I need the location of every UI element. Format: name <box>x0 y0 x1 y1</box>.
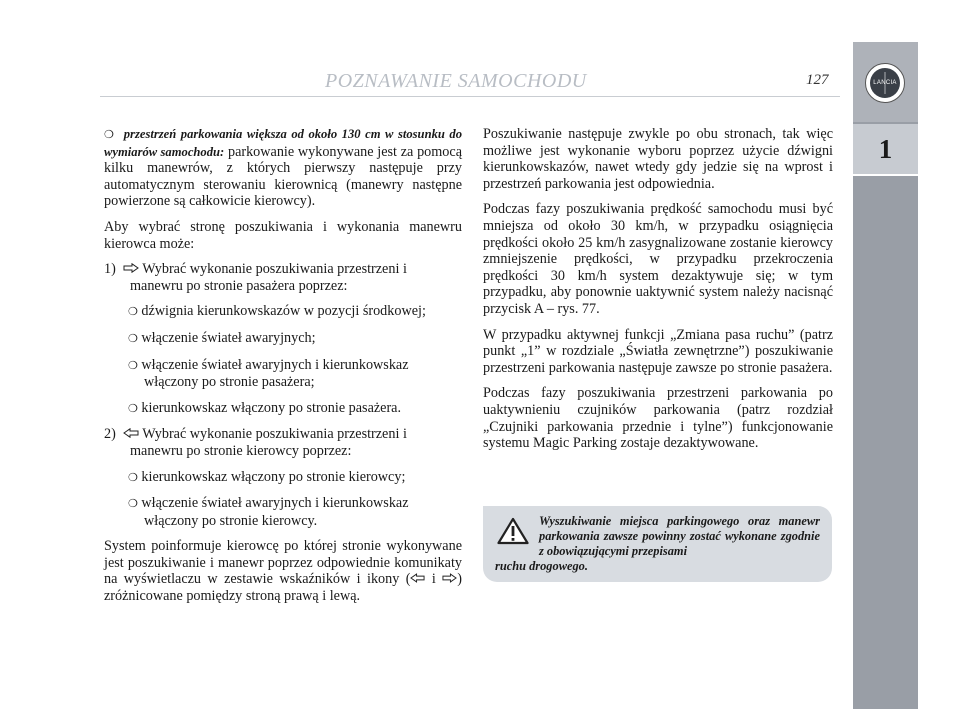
logo-emblem <box>870 68 900 98</box>
chapter-number: 1 <box>878 133 893 164</box>
right-column <box>483 126 833 461</box>
bullet-text: kierunkowskaz włączony po stronie pasażera. <box>141 399 402 416</box>
left-arrow-icon <box>123 428 139 438</box>
chapter-tab[interactable] <box>853 124 918 176</box>
item-text: Wybrać wykonanie poszukiwania przestrzeni i manewru po stronie pasażera poprzez: <box>130 261 407 294</box>
system-text-and: i <box>431 571 436 588</box>
warning-box <box>483 506 832 582</box>
section-title: POZNAWANIE SAMOCHODU <box>325 70 587 92</box>
right-arrow-icon <box>123 263 139 273</box>
warning-text <box>495 514 820 574</box>
circle-bullet-icon: ❍ <box>128 497 138 511</box>
bullet-text: włączenie świateł awaryjnych i kierunkowskaz włączony po stronie kierowcy. <box>141 495 409 529</box>
list-item <box>128 303 462 321</box>
list-item <box>128 357 462 391</box>
bullet-text: włączenie świateł awaryjnych i kierunkowskaz włączony po stronie pasażera; <box>141 356 409 391</box>
logo-text: LANCIA <box>873 80 897 86</box>
right-arrow-icon <box>442 573 457 583</box>
page-number: 127 <box>806 72 829 88</box>
item-number: 1) <box>104 261 116 278</box>
circle-bullet-icon: ❍ <box>128 470 138 484</box>
intro-bullet <box>104 126 462 210</box>
system-paragraph <box>104 538 462 604</box>
warning-text-main: Wyszukiwanie miejsca parkingowego oraz manewr parkowania zawsze powinny zostać wykonane zgodnie z obowiązującymi przepisami <box>539 514 820 558</box>
lancia-logo-icon <box>865 63 905 103</box>
paragraph: Podczas fazy poszukiwania prędkość samochodu musi być mniejsza od około 30 km/h, w przypadku osiągnięcia prędkości około 25 km/h zasygnalizowane zostanie kierowcy zmniejszenie prędkości, w przypadku przekroczenia prędkości 30 km/h system dezaktywuje się; w tym przypadku, aby ponownie uaktywnić system należy nacisnąć przycisk A – rys. 77. <box>483 201 833 317</box>
circle-bullet-icon: ❍ <box>128 358 138 372</box>
list-item <box>128 495 462 529</box>
list-item-1 <box>104 261 462 294</box>
paragraph: W przypadku aktywnej funkcji „Zmiana pasa ruchu” (patrz punkt „1” w rozdziale „Światła zewnętrzne”) poszukiwanie przestrzeni parkowania następuje zawsze po stronie pasażera. <box>483 326 833 376</box>
list-item <box>128 400 462 418</box>
paragraph: Podczas fazy poszukiwania przestrzeni parkowania po uaktywnieniu czujników parkowania (patrz rozdział „Czujniki parkowania przednie i tylne”) funkcjonowanie systemu Magic Parking zostaje dezaktywowane. <box>483 385 833 452</box>
warning-text-tail: ruchu drogowego. <box>495 559 588 573</box>
list-item <box>128 469 462 487</box>
bullet-text: włączenie świateł awaryjnych; <box>141 329 316 346</box>
paragraph: Poszukiwanie następuje zwykle po obu stronach, tak więc możliwe jest wykonanie wyboru poprzez użycie dźwigni kierunkowskazów, nawet wtedy gdy jedzie się na wprost i przestrzeń parkowania jest odpowiednia. <box>483 126 833 192</box>
header-divider <box>100 96 840 97</box>
choose-paragraph: Aby wybrać stronę poszukiwania i wykonania manewru kierowca może: <box>104 218 462 252</box>
system-text-a: System poinformuje kierowcę po której stronie wykonywane jest poszukiwanie i manewr poprzez odpowiednie komunikaty na wyświetlaczu w zestawie wskaźników i ikony ( <box>104 538 462 588</box>
left-arrow-icon <box>410 573 425 583</box>
circle-bullet-icon: ❍ <box>128 305 138 319</box>
system-text-b: ) zróżnicowane pomiędzy stroną prawą i lewą. <box>104 571 463 605</box>
logo-shield-icon <box>873 71 897 95</box>
circle-bullet-icon: ❍ <box>128 401 138 415</box>
circle-bullet-icon: ❍ <box>128 331 138 345</box>
list-item-2 <box>104 426 462 459</box>
chapter-sidebar <box>853 42 918 709</box>
list-item <box>128 330 462 348</box>
bullet-text: kierunkowskaz włączony po stronie kierowcy; <box>141 468 406 485</box>
left-column <box>104 126 462 614</box>
item-number: 2) <box>104 426 116 443</box>
circle-bullet-icon: ❍ <box>104 128 114 141</box>
intro-bullet-bold: przestrzeń parkowania większa od około 130 cm w stosunku do wymiarów samochodu: <box>104 127 462 159</box>
bullet-text: dźwignia kierunkowskazów w pozycji środkowej; <box>141 303 426 320</box>
item-text: Wybrać wykonanie poszukiwania przestrzeni i manewru po stronie kierowcy poprzez: <box>130 426 407 459</box>
intro-bullet-rest: parkowanie wykonywane jest za pomocą kilku manewrów, z których pierwszy następuje przy automatycznym sterowaniu kierownicą (manewry następne powierzone są całkowicie kierowcy). <box>104 143 462 210</box>
logo-box <box>853 42 918 122</box>
